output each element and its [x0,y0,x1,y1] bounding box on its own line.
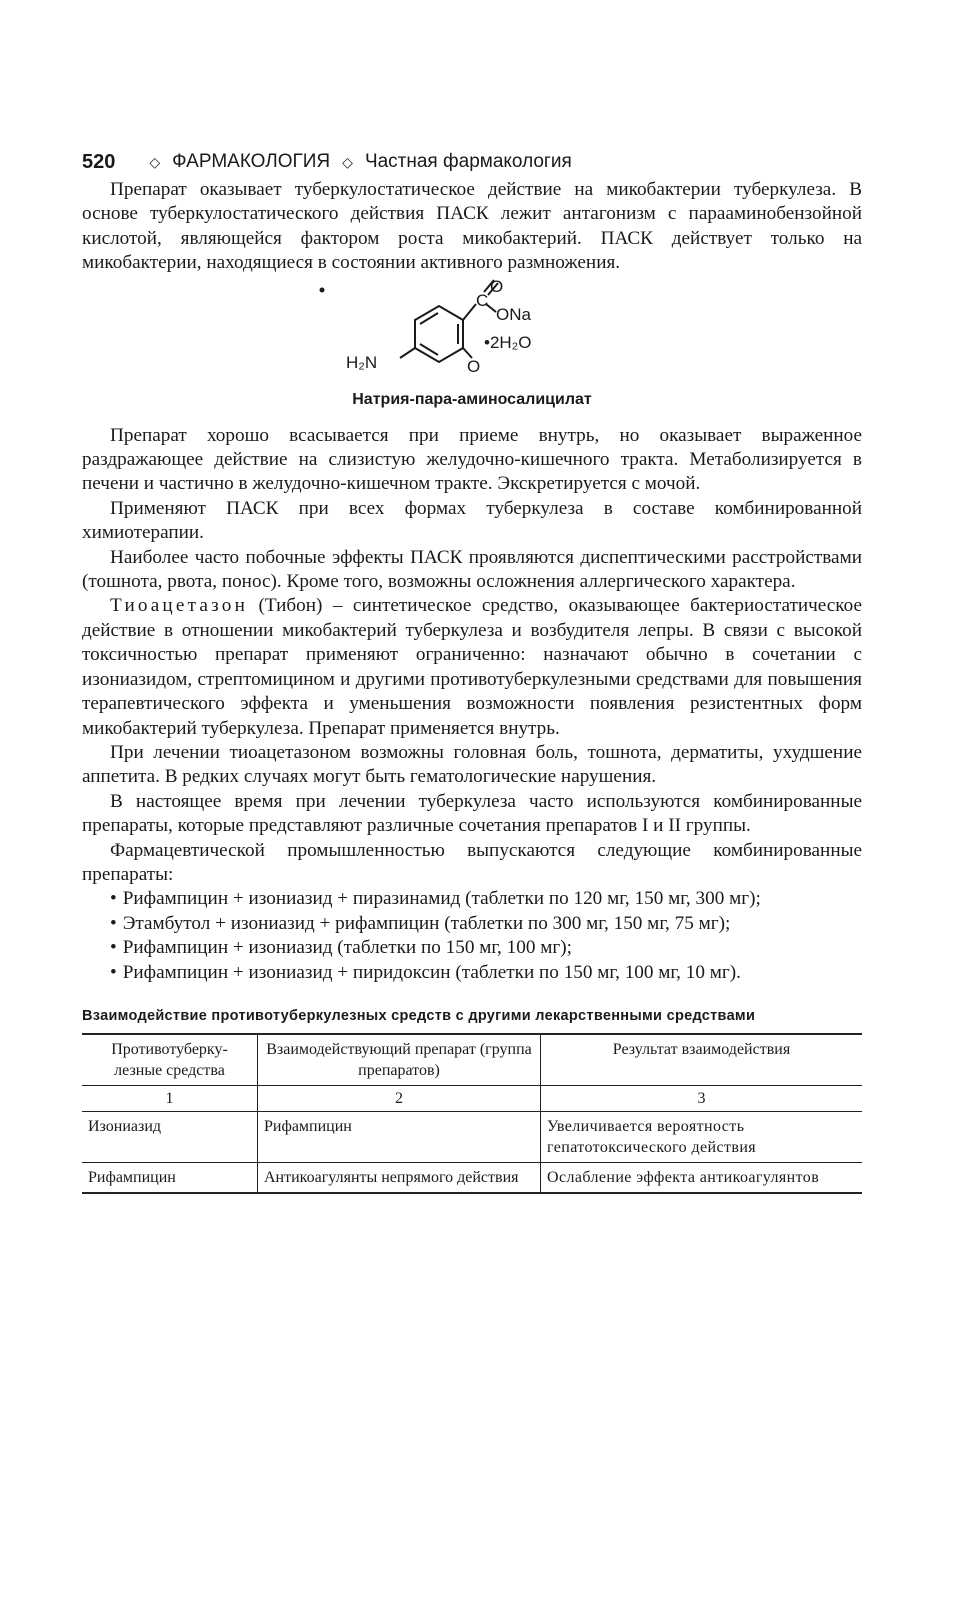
column-number: 1 [82,1085,258,1111]
bullet: • [110,961,117,983]
column-number: 2 [258,1085,541,1111]
formula-carbon: C [476,290,489,310]
bullet: • [110,912,117,934]
running-header [82,146,862,178]
formula-water: •2H₂O [484,332,532,352]
table-cell: Рифампицин [258,1111,541,1162]
formula-ona: ONa [496,304,531,324]
formula-carbonyl-o: O [490,276,504,296]
column-number-row [82,1085,862,1111]
page [82,146,862,1194]
paragraph-industry: Фармацевтической промышленностью выпускаются следующие комбинированные препараты: [82,839,862,885]
paragraph-side-effects: Наиболее часто побочные эффекты ПАСК проявляются диспептическими расстройствами (тошнота, рвота, понос). Кроме того, возможны осложнения аллергического характера. [82,546,862,593]
formula-drawing [82,276,862,412]
table-cell: Изониазид [82,1111,258,1162]
paragraph-thioacetazone [82,594,862,740]
drug-description: (Тибон) – синтетическое средство, оказывающее бактериостатическое действие в отношении микобактерий туберкулеза и возбудителя лепры. В связи с высокой токсичностью препарат применяют ограниченно: назначают обычно в сочетании с изониазидом, стрептомицином и другими противотуберкулезными средствами для повышения терапевтического эффекта и уменьшения возможности появления резистентных форм микобактерий туберкулеза. Препарат применяется внутрь. [82,595,862,739]
table-row [82,1111,862,1162]
paragraph-thioacetazone-effects: При лечении тиоацетазоном возможны головная боль, тошнота, дерматиты, ухудшение аппетита. В редких случаях могут быть гематологические нарушения. [82,741,862,788]
list-item: • Рифампицин + изониазид + пиразинамид (таблетки по 120 мг, 150 мг, 300 мг); [110,888,761,910]
bullet: • [110,888,117,910]
diamond-icon: ◇ [342,153,353,170]
page-number: 520 [82,150,116,173]
table-header-row [82,1034,862,1086]
structural-formula [82,276,862,412]
drug-name: Тиоацетазон [110,595,249,617]
column-header: Противотуберку-лезные средства [82,1034,258,1086]
table-cell: Ослабление эффекта антикоагулянтов [541,1162,863,1193]
formula-caption: Натрия-пара-аминосалицилат [352,390,592,408]
combined-drugs-list [82,887,862,985]
book-title: ФАРМАКОЛОГИЯ [172,151,331,172]
bullet: • [110,937,117,959]
paragraph-usage: Применяют ПАСК при всех формах туберкулеза в составе комбинированной химиотерапии. [82,497,862,544]
table-cell: Антикоагулянты непрямого действия [258,1162,541,1193]
column-number: 3 [541,1085,863,1111]
formula-amine: H₂N [346,352,378,372]
list-item: • Рифампицин + изониазид (таблетки по 150 мг, 100 мг); [110,937,572,959]
list-item: • Рифампицин + изониазид + пиридоксин (таблетки по 150 мг, 100 мг, 10 мг). [110,961,741,983]
paragraph-combined: В настоящее время при лечении туберкулеза часто используются комбинированные препараты, которые представляют различные сочетания препаратов I и II группы. [82,790,862,837]
formula-hydroxyl-o: O [467,356,481,376]
section-title: Частная фармакология [364,151,572,172]
column-header: Результат взаимодействия [541,1034,863,1086]
list-item: • Этамбутол + изониазид + рифампицин (таблетки по 300 мг, 150 мг, 75 мг); [110,912,731,934]
interaction-table [82,1033,862,1194]
diamond-icon: ◇ [149,153,161,170]
table-title: Взаимодействие противотуберкулезных средств с другими лекарственными средствами [82,1007,756,1024]
paragraph-absorption: Препарат хорошо всасывается при приеме внутрь, но оказывает выраженное раздражающее действие на слизистую желудочно-кишечного тракта. Метаболизируется в печени и частично в желудочно-кишечном тракте. Экскретируется с мочой. [82,424,862,495]
column-header: Взаимодействующий препарат (группа препаратов) [258,1034,541,1086]
table-cell: Рифампицин [82,1162,258,1193]
intro-paragraph: Препарат оказывает туберкулостатическое действие на микобактерии туберкулеза. В основе туберкулостатического действия ПАСК лежит антагонизм с парааминобензойной кислотой, являющейся фактором роста микобактерий. ПАСК действует только на микобактерии, находящиеся в состоянии активного размножения. [82,179,862,274]
table-row [82,1162,862,1193]
stray-dot [320,287,325,292]
table-cell: Увеличивается вероятность гепатотоксического действия [541,1111,863,1162]
